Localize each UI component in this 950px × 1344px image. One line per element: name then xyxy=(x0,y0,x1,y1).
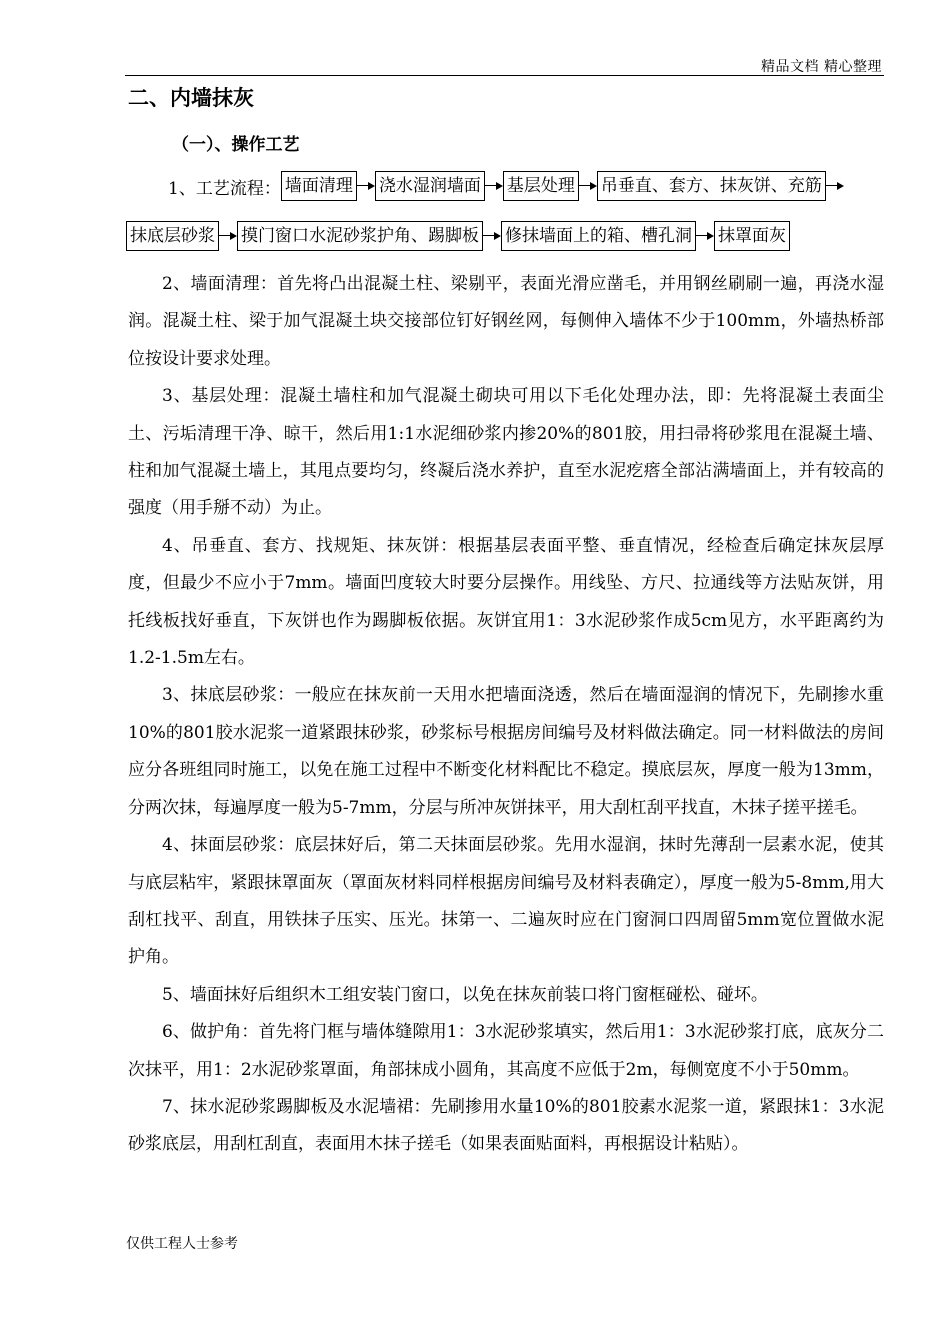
flow-step-5: 抹底层砂浆 xyxy=(126,221,219,251)
header-rule xyxy=(125,75,884,76)
subsection-title: （一）、操作工艺 xyxy=(172,135,300,155)
arrow-right-icon xyxy=(219,222,237,250)
arrow-right-icon xyxy=(579,172,597,200)
flow-step-3: 基层处理 xyxy=(503,171,579,201)
flow-step-4: 吊垂直、套方、抹灰饼、充筋 xyxy=(597,171,826,201)
paragraph-base-treatment: 3、基层处理：混凝土墙柱和加气混凝土砌块可用以下毛化处理办法，即：先将混凝土表面尘土、污垢清理干净、晾干，然后用1:1水泥细砂浆内掺20%的801胶，用扫帚将砂浆甩在混凝土墙、柱和加气混凝土墙上，其甩点要均匀，终凝后浇水养护，直至水泥疙瘩全部沾满墙面上，并有较高的强度（用手掰不动）为止。 xyxy=(128,386,884,519)
flow-step-1: 墙面清理 xyxy=(281,171,357,201)
flow-step-7: 修抹墙面上的箱、槽孔洞 xyxy=(501,221,696,251)
page-header: 精品文档 精心整理 xyxy=(761,59,882,75)
flow-label: 1、工艺流程： xyxy=(168,178,281,199)
paragraph-finish-coat: 4、抹面层砂浆：底层抹好后，第二天抹面层砂浆。先用水湿润，抹时先薄刮一层素水泥，使其与底层粘牢，紧跟抹罩面灰（罩面灰材料同样根据房间编号及材料表确定），厚度一般为5-8mm,用大刮杠找平、刮直，用铁抹子压实、压光。抹第一、二遍灰时应在门窗洞口四周留5mm宽位置做水泥护角。 xyxy=(128,835,884,968)
arrow-right-icon xyxy=(483,222,501,250)
paragraph-door-window-install: 5、墙面抹好后组织木工组安装门窗口，以免在抹灰前装口将门窗框碰松、碰坏。 xyxy=(162,984,768,1005)
page-footer: 仅供工程人士参考 xyxy=(126,1236,238,1252)
paragraph-base-coat: 3、抹底层砂浆：一般应在抹灰前一天用水把墙面浇透，然后在墙面湿润的情况下，先刷掺水重10%的801胶水泥浆一道紧跟抹砂浆，砂浆标号根据房间编号及材料做法确定。同一材料做法的房间应分各班组同时施工，以免在施工过程中不断变化材料配比不稳定。摸底层灰，厚度一般为13mm，分两次抹，每遍厚度一般为5-7mm，分层与所冲灰饼抹平，用大刮杠刮平找直，木抹子搓平搓毛。 xyxy=(128,685,884,818)
flow-step-6: 摸门窗口水泥砂浆护角、踢脚板 xyxy=(237,221,483,251)
flow-step-8: 抹罩面灰 xyxy=(714,221,790,251)
arrow-right-icon xyxy=(357,172,375,200)
paragraph-corner-protection: 6、做护角：首先将门框与墙体缝隙用1：3水泥砂浆填实，然后用1：3水泥砂浆打底，底灰分二次抹平，用1：2水泥砂浆罩面，角部抹成小圆角，其高度不应低于2m，每侧宽度不小于50mm。 xyxy=(128,1022,884,1080)
section-title: 二、内墙抹灰 xyxy=(128,86,254,110)
arrow-right-icon xyxy=(826,172,844,200)
arrow-right-icon xyxy=(485,172,503,200)
arrow-right-icon xyxy=(696,222,714,250)
paragraph-plumb-and-dots: 4、吊垂直、套方、找规矩、抹灰饼：根据基层表面平整、垂直情况，经检查后确定抹灰层厚度，但最少不应小于7mm。墙面凹度较大时要分层操作。用线坠、方尺、拉通线等方法贴灰饼，用托线板找好垂直，下灰饼也作为踢脚板依据。灰饼宜用1：3水泥砂浆作成5cm见方，水平距离约为1.2-1.5m左右。 xyxy=(128,535,884,669)
process-flow-row-2 xyxy=(126,221,790,251)
flow-step-2: 浇水湿润墙面 xyxy=(375,171,485,201)
body-text xyxy=(128,266,884,1164)
paragraph-wall-cleaning: 2、墙面清理：首先将凸出混凝土柱、梁剔平，表面光滑应凿毛，并用钢丝刷刷一遍，再浇水湿润。混凝土柱、梁于加气混凝土块交接部位钉好钢丝网，每侧伸入墙体不少于100mm，外墙热桥部位按设计要求处理。 xyxy=(128,274,884,369)
process-flow-row-1 xyxy=(168,171,844,201)
paragraph-skirting-dado: 7、抹水泥砂浆踢脚板及水泥墙裙：先刷掺用水量10%的801胶素水泥浆一道，紧跟抹1：3水泥砂浆底层，用刮杠刮直，表面用木抹子搓毛（如果表面贴面料，再根据设计粘贴）。 xyxy=(128,1096,884,1155)
